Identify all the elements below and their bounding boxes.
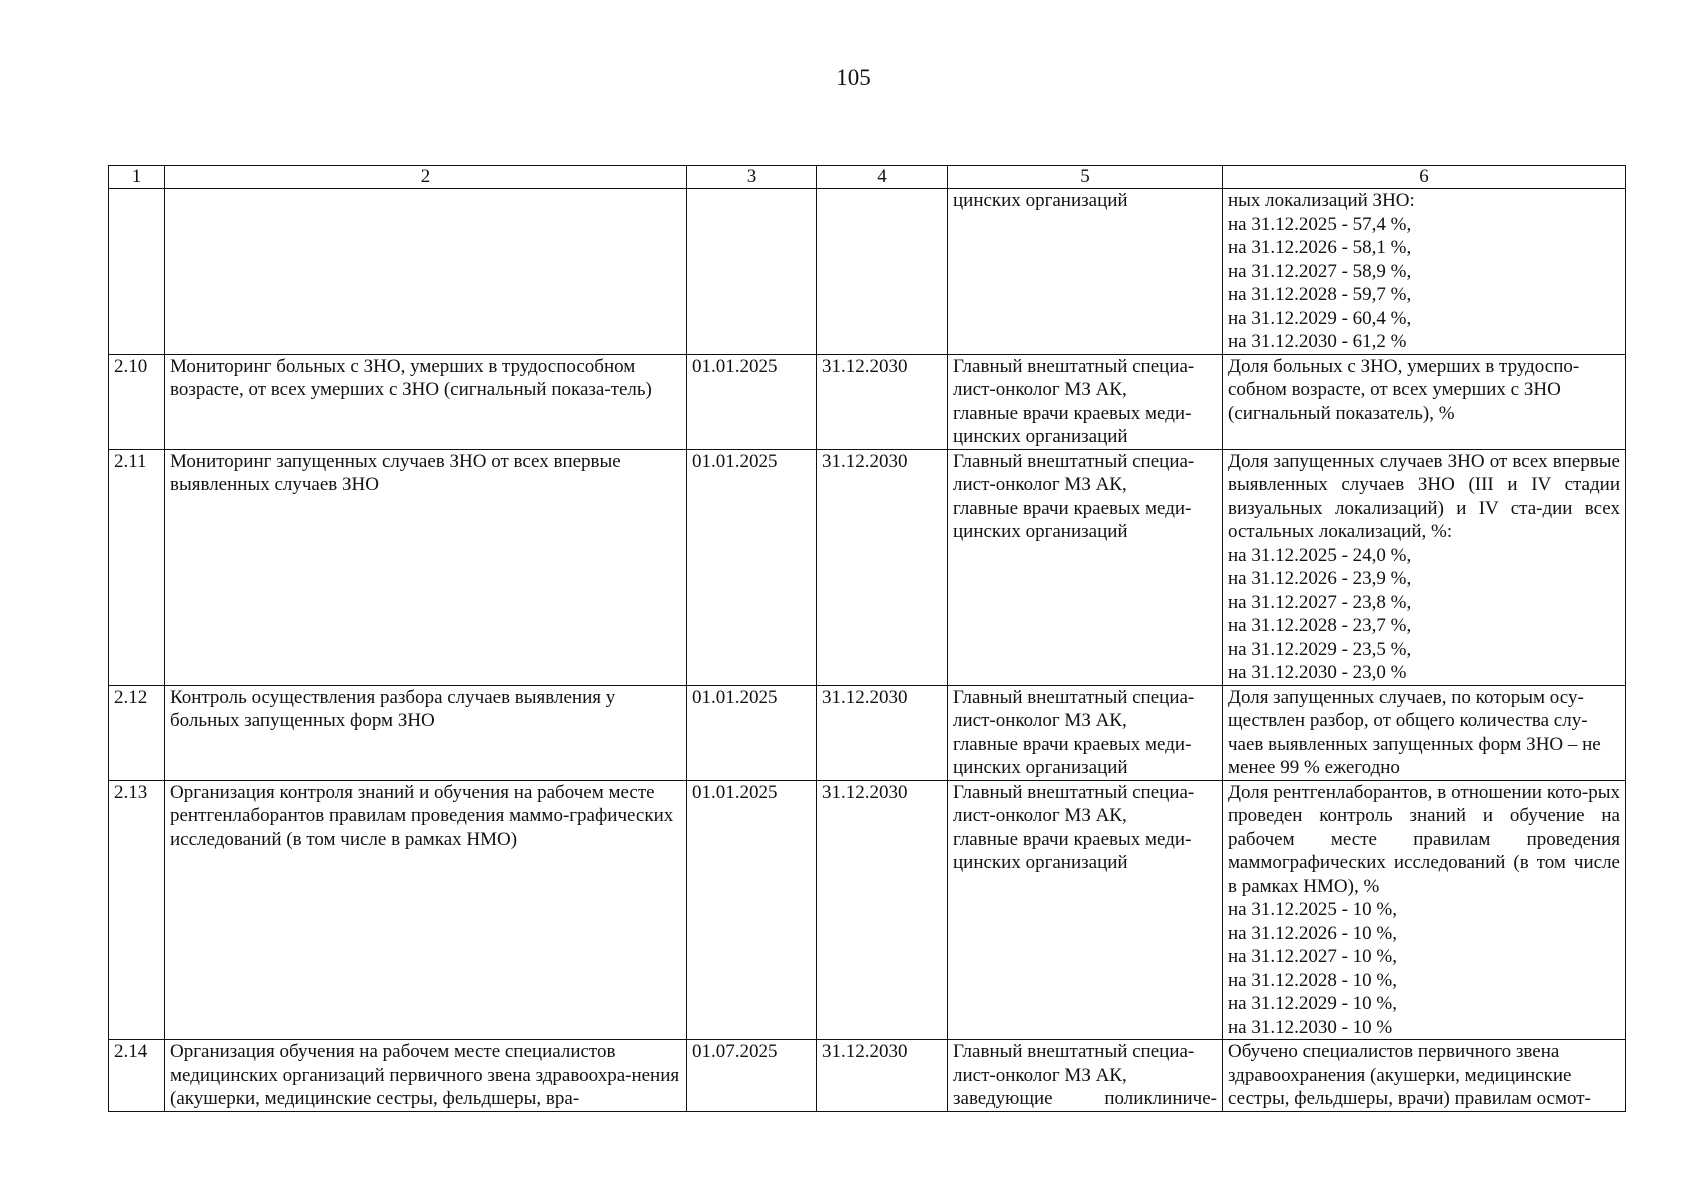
row-description: Организация обучения на рабочем месте специалистов медицинских организаций первичного звена здравоохра-нения (акушерки, медицинские сестры, фельдшеры, вра-	[165, 1040, 687, 1112]
indicator-text: Доля больных с ЗНО, умерших в трудоспо-собном возрасте, от всех умерших с ЗНО (сигнальный показатель), %	[1228, 355, 1580, 424]
row-end-date: 31.12.2030	[817, 1040, 948, 1112]
responsible-line: лист-онколог МЗ АК,	[953, 474, 1127, 495]
responsible-line: цинских организаций	[953, 852, 1128, 873]
responsible-line: цинских организаций	[953, 757, 1128, 778]
row-start-date	[687, 189, 817, 355]
responsible-line: Главный внештатный специа-	[953, 450, 1195, 472]
indicator-line: на 31.12.2025 - 10 %,	[1228, 899, 1398, 920]
indicator-line: на 31.12.2030 - 23,0 %	[1228, 662, 1407, 683]
column-header-1: 1	[109, 166, 165, 189]
row-end-date: 31.12.2030	[817, 685, 948, 780]
responsible-line: главные врачи краевых меди-	[953, 497, 1192, 519]
table-row	[109, 189, 1626, 355]
row-number: 2.10	[109, 354, 165, 449]
row-responsible	[948, 685, 1223, 780]
row-end-date: 31.12.2030	[817, 354, 948, 449]
responsible-line: цинских организаций	[953, 190, 1128, 211]
row-description	[165, 189, 687, 355]
table-row	[109, 1040, 1626, 1112]
responsible-line: Главный внештатный специа-	[953, 686, 1195, 708]
indicator-line: на 31.12.2030 - 61,2 %	[1228, 331, 1407, 352]
row-indicator	[1223, 685, 1626, 780]
responsible-line: Главный внештатный специа-	[953, 355, 1195, 377]
row-end-date: 31.12.2030	[817, 780, 948, 1040]
row-responsible	[948, 354, 1223, 449]
indicator-line: на 31.12.2029 - 60,4 %,	[1228, 307, 1412, 329]
indicator-line: на 31.12.2026 - 58,1 %,	[1228, 237, 1412, 258]
table-row	[109, 354, 1626, 449]
responsible-line: лист-онколог МЗ АК,	[953, 710, 1127, 731]
row-number: 2.12	[109, 685, 165, 780]
indicator-line: на 31.12.2026 - 23,9 %,	[1228, 568, 1412, 589]
indicator-line: на 31.12.2026 - 10 %,	[1228, 922, 1398, 944]
column-header-2: 2	[165, 166, 687, 189]
page-number: 105	[836, 65, 871, 90]
row-description: Мониторинг больных с ЗНО, умерших в трудоспособном возрасте, от всех умерших с ЗНО (сигнальный показа-тель)	[165, 354, 687, 449]
row-indicator	[1223, 780, 1626, 1040]
indicator-text: Доля рентгенлаборантов, в отношении кото-рых проведен контроль знаний и обучение на рабочем месте правилам проведения маммографических исследований (в том числе в рамках НМО), %	[1228, 781, 1620, 897]
responsible-line: цинских организаций	[953, 521, 1128, 542]
indicator-line: на 31.12.2027 - 10 %,	[1228, 946, 1398, 967]
indicator-line: на 31.12.2029 - 23,5 %,	[1228, 638, 1412, 660]
table-row	[109, 685, 1626, 780]
row-description: Контроль осуществления разбора случаев выявления у больных запущенных форм ЗНО	[165, 685, 687, 780]
responsible-line: главные врачи краевых меди-	[953, 402, 1192, 424]
column-header-6: 6	[1223, 166, 1626, 189]
responsible-line: главные врачи краевых меди-	[953, 733, 1192, 755]
indicator-line: на 31.12.2027 - 58,9 %,	[1228, 260, 1412, 282]
row-responsible	[948, 780, 1223, 1040]
row-number: 2.11	[109, 449, 165, 685]
row-end-date	[817, 189, 948, 355]
responsible-line: цинских организаций	[953, 426, 1128, 447]
column-header-5: 5	[948, 166, 1223, 189]
row-start-date: 01.01.2025	[687, 780, 817, 1040]
responsible-line: лист-онколог МЗ АК,	[953, 1064, 1127, 1086]
column-header-3: 3	[687, 166, 817, 189]
indicator-line: на 31.12.2030 - 10 %	[1228, 1016, 1393, 1038]
plan-table	[108, 165, 1626, 1112]
responsible-line: Главный внештатный специа-	[953, 781, 1195, 803]
row-description: Организация контроля знаний и обучения на рабочем месте рентгенлаборантов правилам проведения маммо-графических исследований (в том числе в рамках НМО)	[165, 780, 687, 1040]
table-header-row	[109, 166, 1626, 189]
row-indicator	[1223, 189, 1626, 355]
responsible-line: Главный внештатный специа-	[953, 1041, 1195, 1062]
row-start-date: 01.01.2025	[687, 354, 817, 449]
row-responsible	[948, 1040, 1223, 1112]
row-number	[109, 189, 165, 355]
table-row	[109, 780, 1626, 1040]
row-indicator	[1223, 1040, 1626, 1112]
indicator-line: на 31.12.2027 - 23,8 %,	[1228, 591, 1412, 613]
responsible-line: лист-онколог МЗ АК,	[953, 379, 1127, 400]
row-end-date: 31.12.2030	[817, 449, 948, 685]
row-indicator	[1223, 449, 1626, 685]
row-indicator	[1223, 354, 1626, 449]
row-responsible	[948, 449, 1223, 685]
indicator-text: Обучено специалистов первичного звена здравоохранения (акушерки, медицинские сестры, фельдшеры, врачи) правилам осмот-	[1228, 1041, 1591, 1109]
row-start-date: 01.07.2025	[687, 1040, 817, 1112]
row-number: 2.13	[109, 780, 165, 1040]
indicator-line: на 31.12.2028 - 23,7 %,	[1228, 615, 1412, 636]
indicator-line: ных локализаций ЗНО:	[1228, 190, 1415, 211]
row-start-date: 01.01.2025	[687, 449, 817, 685]
indicator-line: на 31.12.2028 - 10 %,	[1228, 969, 1398, 991]
row-description: Мониторинг запущенных случаев ЗНО от всех впервые выявленных случаев ЗНО	[165, 449, 687, 685]
responsible-line: лист-онколог МЗ АК,	[953, 805, 1127, 826]
responsible-line: главные врачи краевых меди-	[953, 828, 1192, 850]
row-number: 2.14	[109, 1040, 165, 1112]
indicator-text: Доля запущенных случаев ЗНО от всех впервые выявленных случаев ЗНО (III и IV стадии визуальных локализаций) и IV ста-дии всех остальных локализаций, %:	[1228, 450, 1620, 542]
table-row	[109, 449, 1626, 685]
indicator-line: на 31.12.2029 - 10 %,	[1228, 993, 1398, 1014]
indicator-line: на 31.12.2025 - 57,4 %,	[1228, 213, 1412, 235]
indicator-line: на 31.12.2028 - 59,7 %,	[1228, 284, 1412, 305]
row-start-date: 01.01.2025	[687, 685, 817, 780]
responsible-line: заведующие поликлиниче-	[953, 1088, 1217, 1109]
column-header-4: 4	[817, 166, 948, 189]
indicator-text: Доля запущенных случаев, по которым осу-ществлен разбор, от общего количества слу-чаев выявленных запущенных форм ЗНО – не менее 99 % ежегодно	[1228, 686, 1601, 778]
indicator-line: на 31.12.2025 - 24,0 %,	[1228, 544, 1412, 566]
row-responsible	[948, 189, 1223, 355]
